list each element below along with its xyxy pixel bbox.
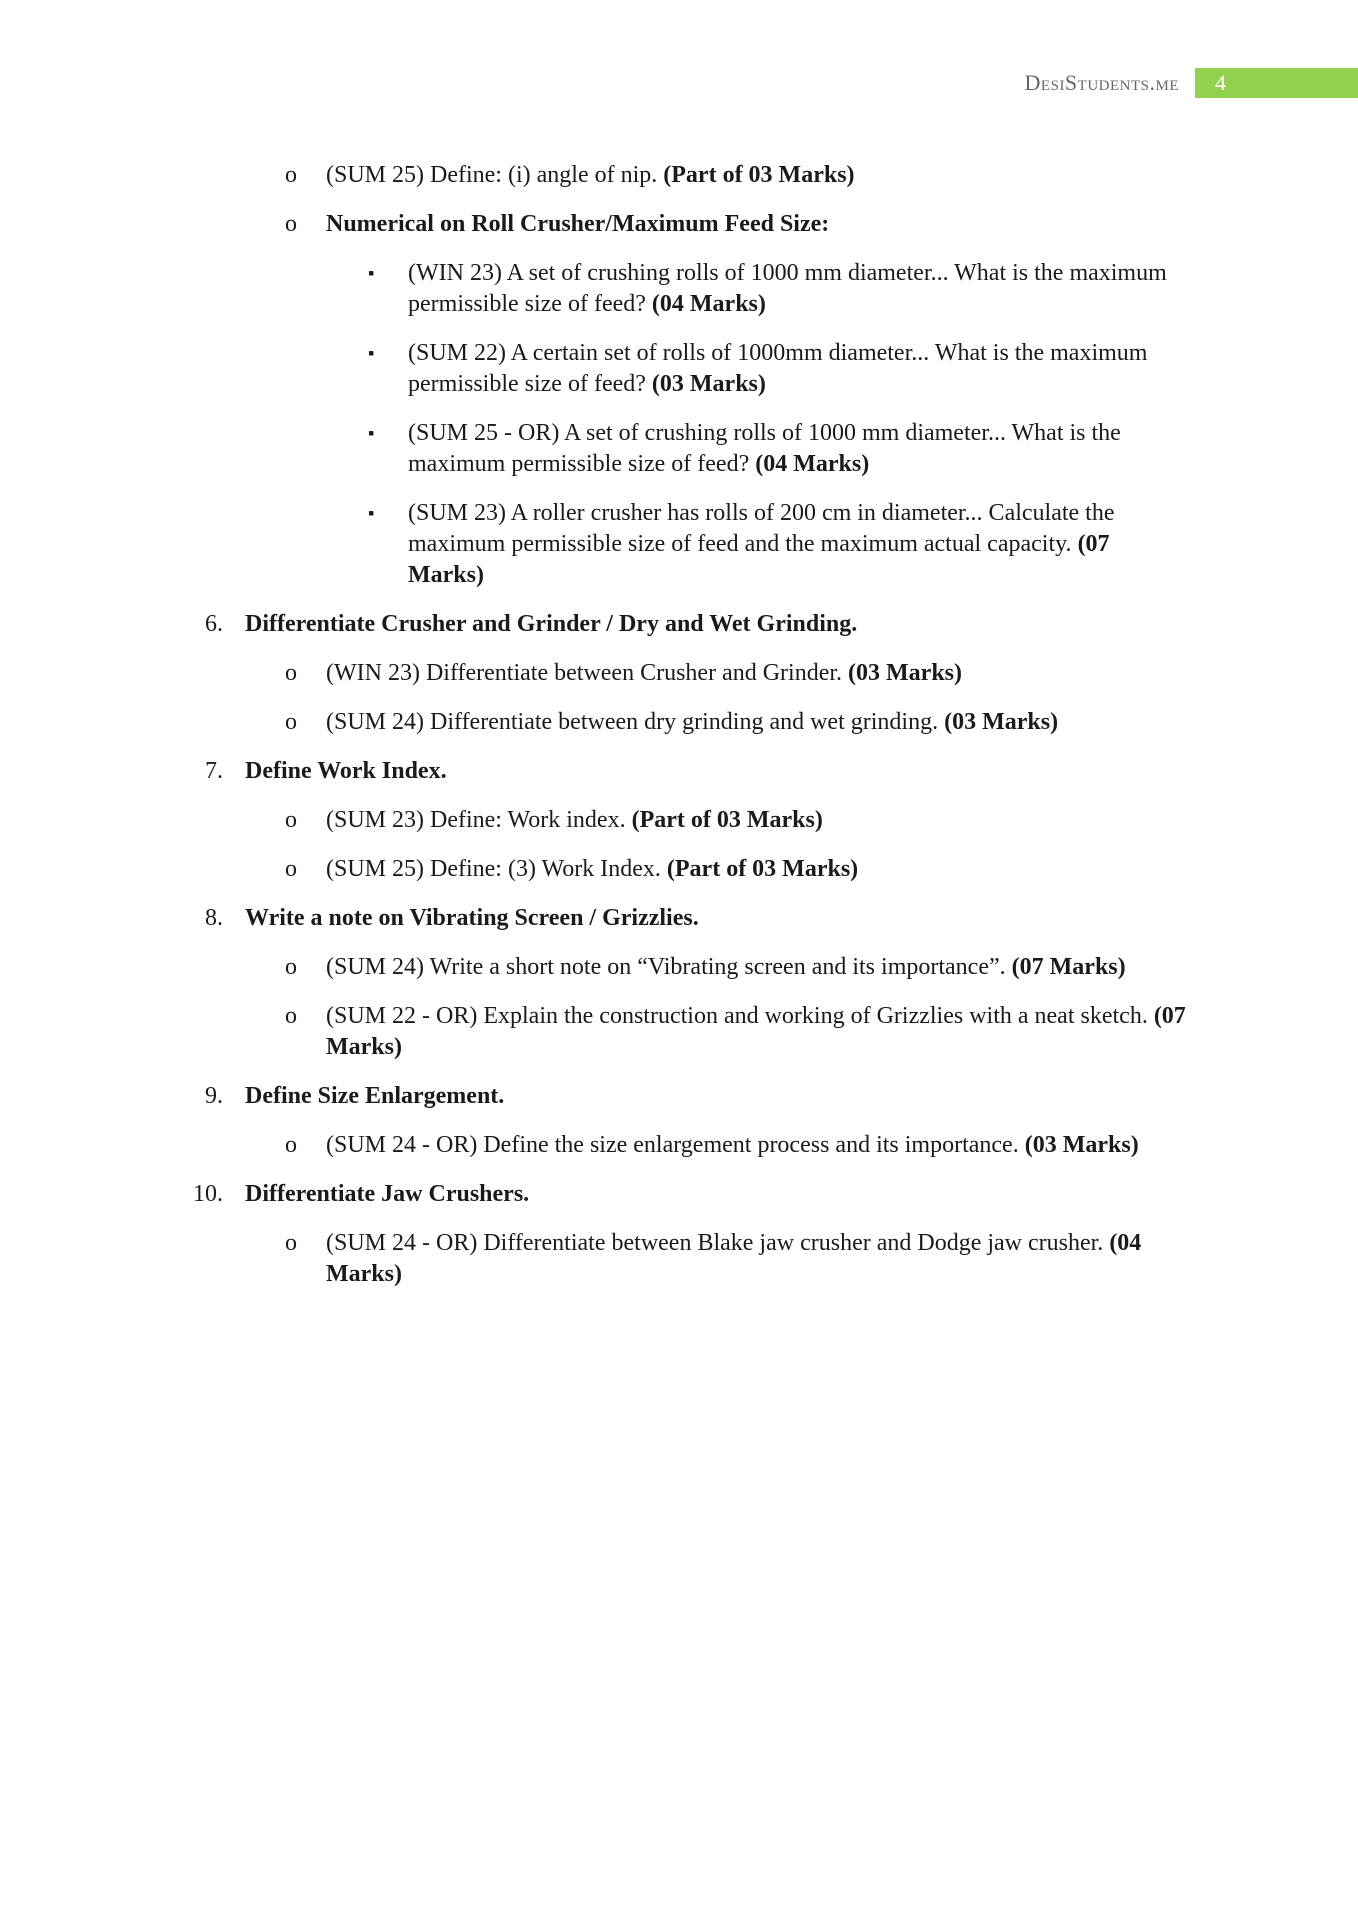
item-marks: (03 Marks) [651,371,766,397]
item-text: (WIN 23) A set of crushing rolls of 1000 mm diameter... What is the maximum permissible size of feed? [408,260,1167,317]
site-name: DesiStudents.me [1024,70,1179,95]
list-item [0,854,1358,885]
list-item [0,1130,1358,1161]
list-bullet: o [285,807,297,833]
list-item [0,498,1358,591]
list-bullet: o [285,709,297,735]
square-bullet-icon: ▪ [368,423,375,443]
square-bullet-icon: ▪ [368,343,375,363]
list-bullet: o [285,660,297,686]
list-bullet: o [285,211,297,237]
list-bullet: o [285,954,297,980]
item-heading: Numerical on Roll Crusher/Maximum Feed Size: [326,211,830,237]
item-marks: (Part of 03 Marks) [631,807,823,833]
item-marks: (03 Marks) [1024,1132,1139,1158]
question-heading [0,609,1358,640]
question-heading [0,1081,1358,1112]
item-text: (SUM 25) Define: (3) Work Index. [326,856,667,882]
item-heading: Define Work Index. [245,758,447,784]
item-marks: (04 Marks) [326,1230,1142,1287]
list-bullet: o [285,1003,297,1029]
list-bullet: o [285,162,297,188]
item-text: (SUM 25 - OR) A set of crushing rolls of 1000 mm diameter... What is the maximum permissible size of feed? [408,420,1121,477]
item-heading: Define Size Enlargement. [245,1083,505,1109]
list-item [0,1228,1358,1290]
page-header [1025,68,1358,98]
list-item [0,658,1358,689]
list-item [0,1001,1358,1063]
question-number: 6. [205,611,223,637]
item-marks: (07 Marks) [408,531,1110,588]
question-number: 10. [193,1181,223,1207]
list-item [0,160,1358,191]
list-item [0,707,1358,738]
question-number: 8. [205,905,223,931]
item-text: (SUM 22 - OR) Explain the construction and working of Grizzlies with a neat sketch. [326,1003,1154,1029]
question-list [0,160,1358,1308]
item-heading: Differentiate Crusher and Grinder / Dry and Wet Grinding. [245,611,858,637]
square-bullet-icon: ▪ [368,503,375,523]
list-item [0,418,1358,480]
square-bullet-icon: ▪ [368,263,375,283]
item-marks: (Part of 03 Marks) [666,856,859,882]
question-heading [0,756,1358,787]
question-heading [0,903,1358,934]
item-marks: (03 Marks) [848,660,963,686]
item-text: (SUM 22) A certain set of rolls of 1000mm diameter... What is the maximum permissible size of feed? [408,340,1148,397]
item-heading: Write a note on Vibrating Screen / Grizzlies. [245,905,699,931]
item-text: (SUM 23) A roller crusher has rolls of 200 cm in diameter... Calculate the maximum permissible size of feed and the maximum actual capacity. [408,500,1115,557]
question-heading [0,1179,1358,1210]
item-marks: (04 Marks) [755,451,870,477]
list-item [0,952,1358,983]
item-text: (SUM 24) Differentiate between dry grinding and wet grinding. [326,709,945,735]
item-text: (WIN 23) Differentiate between Crusher and Grinder. [326,660,849,686]
list-item [0,258,1358,320]
list-bullet: o [285,1132,297,1158]
item-text: (SUM 24 - OR) Differentiate between Blake jaw crusher and Dodge jaw crusher. [326,1230,1110,1256]
item-text: (SUM 24 - OR) Define the size enlargement process and its importance. [326,1132,1025,1158]
list-item [0,338,1358,400]
item-marks: (07 Marks) [326,1003,1186,1060]
list-item [0,209,1358,240]
list-bullet: o [285,1230,297,1256]
item-text: (SUM 25) Define: (i) angle of nip. [326,162,664,188]
item-text: (SUM 24) Write a short note on “Vibrating screen and its importance”. [326,954,1012,980]
item-marks: (Part of 03 Marks) [663,162,855,188]
item-text: (SUM 23) Define: Work index. [326,807,632,833]
item-heading: Differentiate Jaw Crushers. [245,1181,530,1207]
list-bullet: o [285,856,297,882]
question-number: 7. [205,758,223,784]
item-marks: (07 Marks) [1011,954,1126,980]
item-marks: (04 Marks) [651,291,766,317]
question-number: 9. [205,1083,223,1109]
page-number: 4 [1195,68,1358,98]
list-item [0,805,1358,836]
item-marks: (03 Marks) [944,709,1059,735]
